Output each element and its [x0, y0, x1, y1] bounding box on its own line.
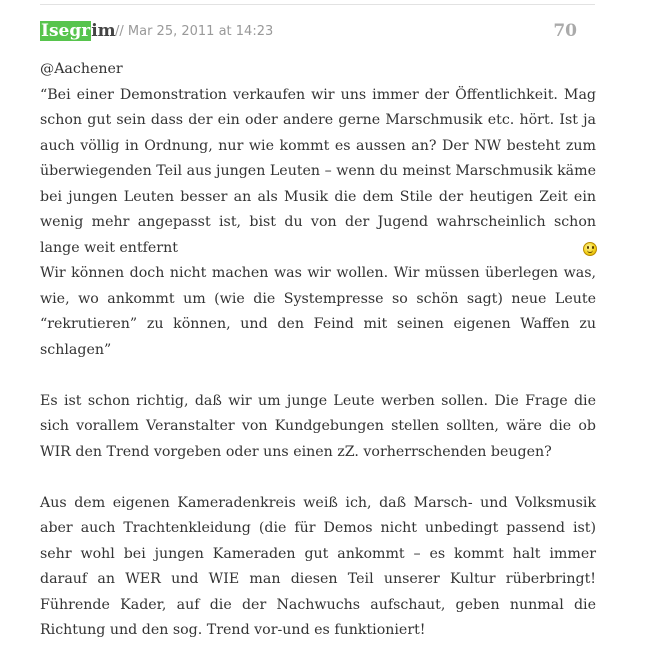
comment-body	[40, 57, 596, 644]
quoted-text-content: “Bei einer Demonstration verkaufen wir uns immer der Öffentlichkeit. Mag schon gut sein dass der ein oder andere gerne Marschmusik etc. hört. Ist ja auch völlig in Ordnung, nur wie kommt es aussen an? Der NW besteht zum überwiegenden Teil aus jungen Leuten – wenn du meinst Marschmusik käme bei jungen Leuten besser an als Musik die dem Stile der heutigen Zeit ein wenig mehr angepasst ist, bist du von der Jugend wahrscheinlich schon lange weit entfernt	[40, 86, 596, 256]
quoted-text	[40, 83, 596, 262]
quoted-text-continued: Wir können doch nicht machen was wir wollen. Wir müssen überlegen was, wie, wo ankommt um (wie die Systempresse so schön sagt) neue Leute “rekrutieren” zu können, und den Feind mit seinen eigenen Waffen zu schlagen”	[40, 265, 596, 358]
reply-mention: @Aachener	[40, 61, 123, 77]
author-name-highlighted: Isegr	[41, 21, 91, 41]
comment-paragraph-quote	[40, 57, 596, 363]
wink-smiley-icon	[583, 242, 597, 256]
comment-timestamp: // Mar 25, 2011 at 14:23	[115, 24, 274, 39]
comment-author-link[interactable]	[40, 20, 116, 42]
comment-paragraph-3: Aus dem eigenen Kameradenkreis weiß ich, daß Marsch- und Volksmusik aber auch Trachtenkleidung (die für Demos nicht unbedingt passend ist) sehr wohl bei jungen Kameraden gut ankommt – es kommt halt immer darauf an WER und WIE man diesen Teil unserer Kultur rüberbringt! Führende Kader, auf die der Nachwuchs aufschaut, geben nunmal die Richtung und den sog. Trend vor-und es funktioniert!	[40, 494, 596, 638]
comment-permalink-number[interactable]: 70	[553, 21, 577, 41]
author-name-rest: im	[91, 21, 116, 41]
comment-header	[40, 18, 595, 46]
comment-paragraph-2: Es ist schon richtig, daß wir um junge Leute werben sollen. Die Frage die sich vorallem Veranstalter von Kundgebungen stellen sollten, wäre die ob WIR den Trend vorgeben oder uns einen zZ. vorherrschenden beugen?	[40, 392, 596, 460]
top-divider	[40, 4, 595, 5]
